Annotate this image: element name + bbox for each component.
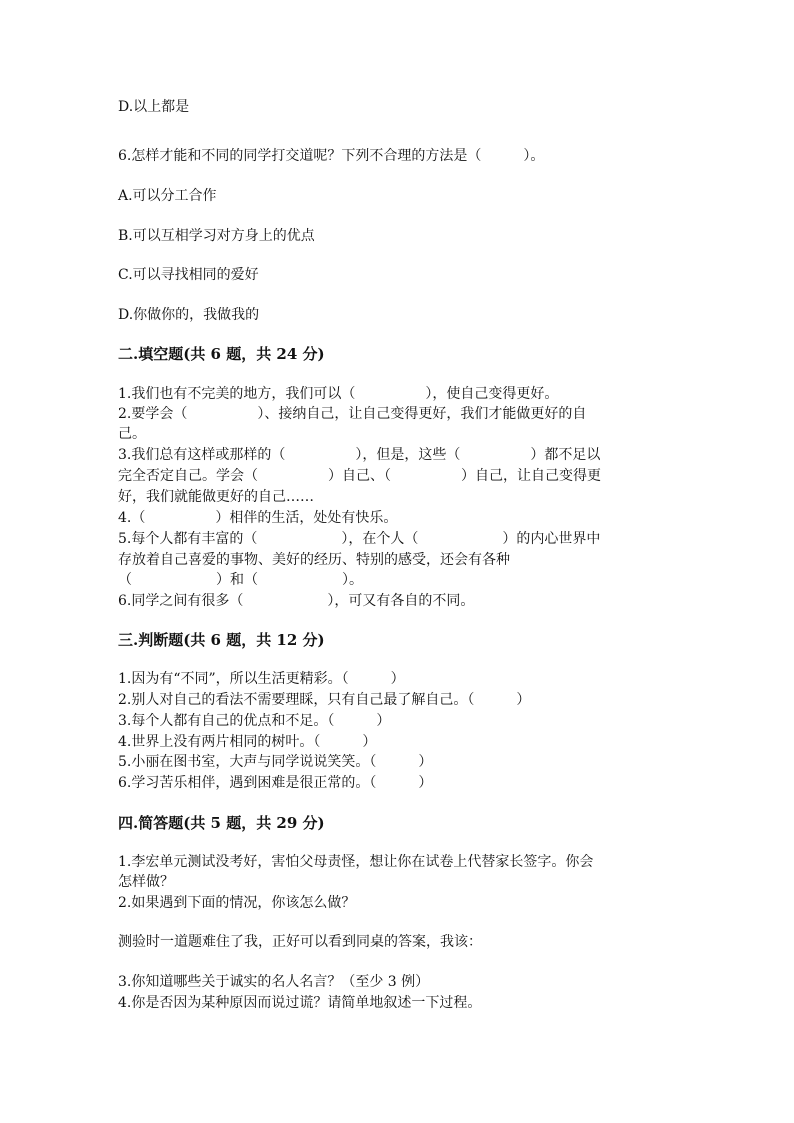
fill-line: 2.要学会（ ）、接纳自己，让自己变得更好，我们才能做更好的自 <box>118 406 587 422</box>
fill-line: 3.我们总有这样或那样的（ ），但是，这些（ ）都不足以 <box>118 447 601 463</box>
fill-line: 6.同学之间有很多（ ），可又有各自的不同。 <box>118 593 475 609</box>
short-section-heading: 四.简答题(共 5 题，共 29 分) <box>118 814 325 832</box>
short-q2: 2.如果遇到下面的情况，你该怎么做？ <box>118 895 356 911</box>
short-q2-case: 测验时一道题难住了我，正好可以看到同桌的答案，我该： <box>118 934 482 950</box>
q5-option-d: D.以上都是 <box>118 99 190 115</box>
judge-line: 5.小丽在图书室，大声与同学说说笑笑。（ ） <box>118 754 433 770</box>
fill-line: 己。 <box>118 426 146 442</box>
q6-option-d: D.你做你的，我做我的 <box>118 307 260 323</box>
q6-question: 6.怎样才能和不同的同学打交道呢？下列不合理的方法是（ ）。 <box>118 148 545 164</box>
judge-line: 2.别人对自己的看法不需要理睬，只有自己最了解自己。（ ） <box>118 692 531 708</box>
judge-line: 6.学习苦乐相伴，遇到困难是很正常的。（ ） <box>118 775 433 791</box>
fill-line: 完全否定自己。学会（ ）自己、（ ）自己，让自己变得更 <box>118 468 601 484</box>
judge-line: 4.世界上没有两片相同的树叶。（ ） <box>118 734 377 750</box>
q6-option-b: B.可以互相学习对方身上的优点 <box>118 228 315 244</box>
q6-option-a: A.可以分工合作 <box>118 188 217 204</box>
q6-option-c: C.可以寻找相同的爱好 <box>118 267 259 283</box>
short-q1-line2: 怎样做？ <box>118 874 174 890</box>
fill-line: 4.（ ）相伴的生活，处处有快乐。 <box>118 510 398 526</box>
judge-section-heading: 三.判断题(共 6 题，共 12 分) <box>118 631 325 649</box>
fill-line: 存放着自己喜爱的事物、美好的经历、特别的感受，还会有各种 <box>118 552 510 568</box>
fill-line: 好，我们就能做更好的自己…… <box>118 489 314 505</box>
short-q4: 4.你是否因为某种原因而说过谎？请简单地叙述一下过程。 <box>118 995 482 1011</box>
judge-line: 1.因为有“不同”，所以生活更精彩。（ ） <box>118 671 405 687</box>
fill-section-heading: 二.填空题(共 6 题，共 24 分) <box>118 345 325 363</box>
judge-line: 3.每个人都有自己的优点和不足。（ ） <box>118 713 391 729</box>
short-q3: 3.你知道哪些关于诚实的名人名言？（至少 3 例） <box>118 974 430 990</box>
fill-line: （ ）和（ ）。 <box>118 572 363 588</box>
short-q1-line1: 1.李宏单元测试没考好，害怕父母责怪，想让你在试卷上代替家长签字。你会 <box>118 854 594 870</box>
fill-line: 1.我们也有不完美的地方，我们可以（ ），使自己变得更好。 <box>118 386 559 402</box>
fill-line: 5.每个人都有丰富的（ ），在个人（ ）的内心世界中 <box>118 531 601 547</box>
